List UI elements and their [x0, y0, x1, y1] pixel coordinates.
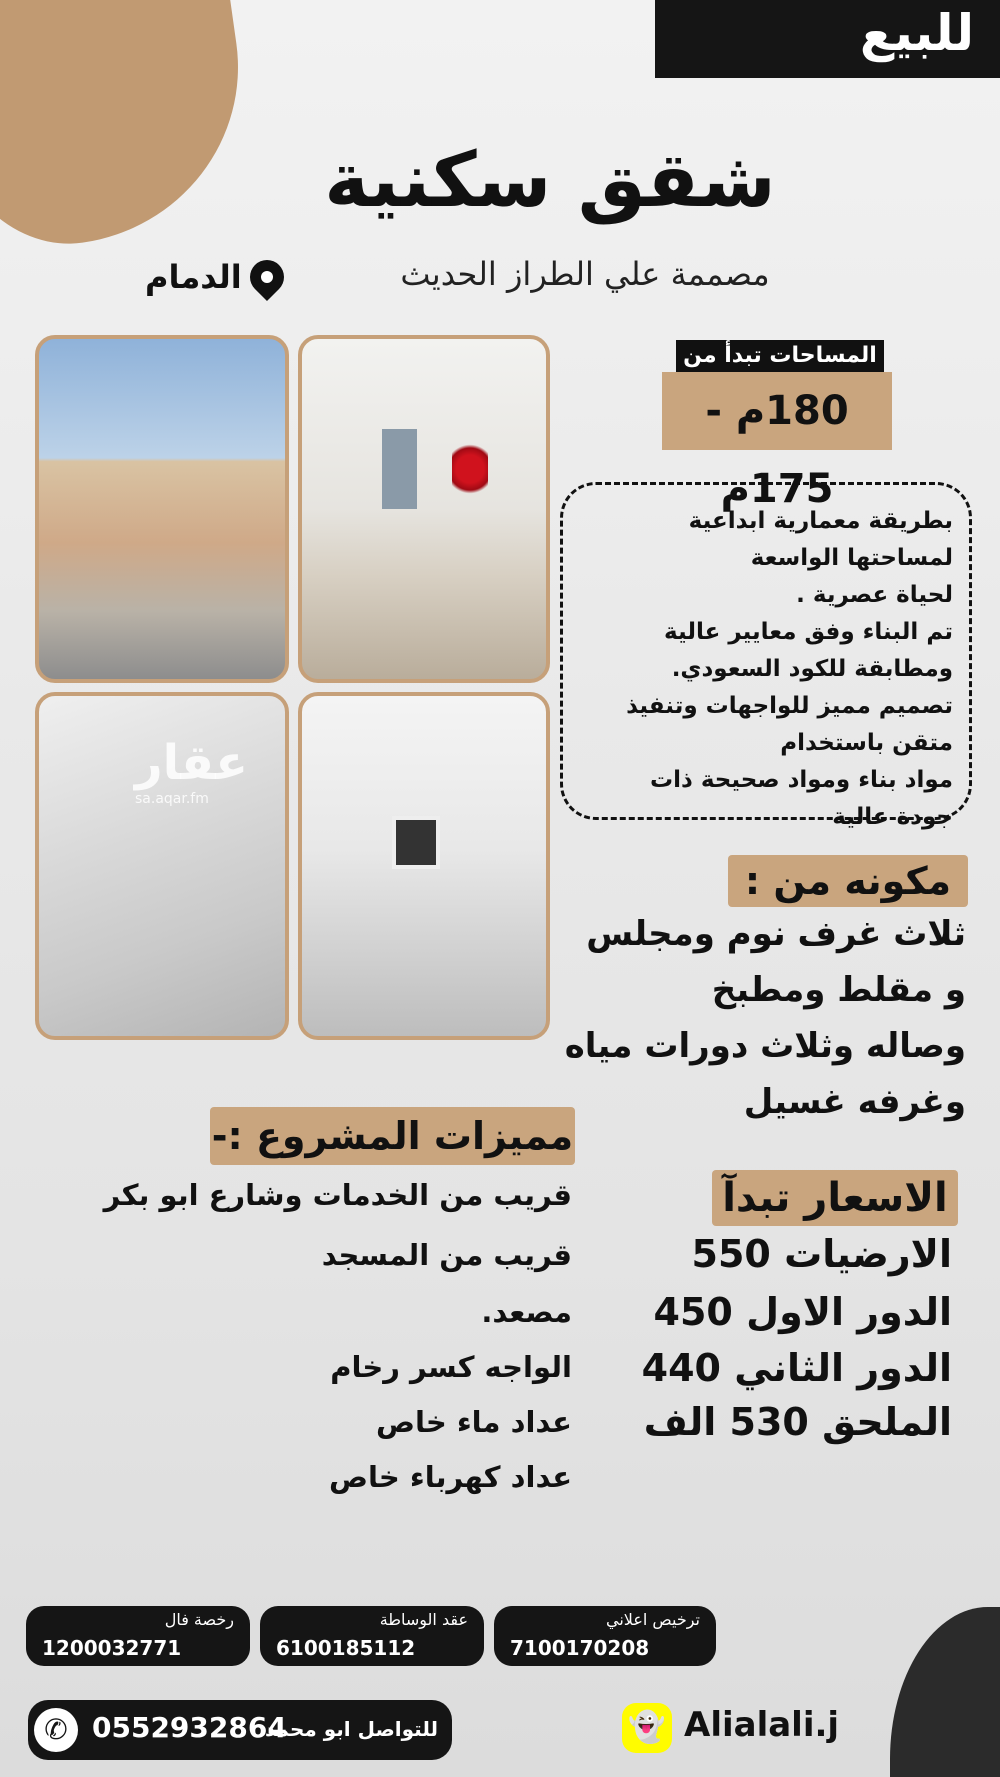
room-window	[392, 816, 440, 869]
components-line: و مقلط ومطبخ	[711, 970, 966, 1010]
price-line: الملحق 530 الف	[643, 1400, 952, 1444]
features-heading: مميزات المشروع :-	[210, 1107, 575, 1165]
page-title: شقق سكنية	[324, 135, 776, 224]
license-number: 7100170208	[510, 1636, 650, 1660]
features-line: الواجه كسر رخام	[330, 1350, 572, 1384]
snapchat-icon: 👻	[622, 1703, 672, 1753]
description-line: ومطابقة للكود السعودي.	[671, 656, 953, 682]
decorative-blob-top-left	[0, 0, 261, 259]
for-sale-banner	[655, 0, 1000, 78]
price-line: الدور الثاني 440	[641, 1346, 952, 1390]
price-line: الدور الاول 450	[653, 1290, 952, 1334]
location-pin-icon	[243, 253, 291, 301]
description-line: جودة عالية	[832, 804, 953, 830]
features-line: قريب من الخدمات وشارع ابو بكر	[103, 1178, 572, 1212]
license-fal	[26, 1606, 250, 1666]
location	[145, 258, 284, 296]
components-heading: مكونه من :	[728, 855, 968, 907]
area-label: المساحات تبدأ من	[676, 340, 884, 372]
description-line: لحياة عصرية .	[796, 582, 953, 608]
components-line: وصاله وثلاث دورات مياه	[564, 1026, 966, 1066]
price-line: الارضيات 550	[691, 1232, 952, 1276]
license-label: ترخيص اعلاني	[605, 1610, 700, 1629]
photo-building-exterior	[35, 335, 289, 683]
decorative-flower	[452, 439, 488, 499]
description-box	[560, 482, 972, 830]
features-line: عداد كهرباء خاص	[328, 1460, 572, 1494]
features-line: قريب من المسجد	[321, 1238, 572, 1272]
description-line: متقن باستخدام	[780, 730, 953, 756]
contact-label: للتواصل ابو محمد	[265, 1717, 438, 1741]
location-label: الدمام	[145, 258, 242, 296]
description-line: بطريقة معمارية ابداعية	[688, 508, 953, 534]
components-line: ثلاث غرف نوم ومجلس	[586, 914, 966, 954]
photo-empty-room	[298, 692, 550, 1040]
features-line: عداد ماء خاص	[375, 1405, 572, 1439]
description-line: مواد بناء ومواد صحيحة ذات	[650, 767, 953, 793]
prices-heading: الاسعار تبدآ	[712, 1170, 958, 1226]
components-line: وغرفه غسيل	[743, 1082, 966, 1122]
license-number: 6100185112	[276, 1636, 416, 1660]
photo-stairwell	[298, 335, 550, 683]
decorative-blob-bottom-right	[890, 1607, 1000, 1777]
watermark-brand: عقار	[135, 735, 248, 791]
features-line: مصعد.	[481, 1295, 572, 1329]
for-sale-label: للبيع	[859, 4, 974, 62]
watermark	[135, 735, 248, 807]
contact-phone[interactable]: 0552932864	[92, 1711, 287, 1744]
license-brokerage	[260, 1606, 484, 1666]
phone-icon: ✆	[34, 1708, 78, 1752]
page-subtitle: مصممة علي الطراز الحديث	[400, 255, 770, 293]
license-label: عقد الوساطة	[379, 1610, 468, 1629]
elevator-door	[382, 429, 417, 509]
description-line: لمساحتها الواسعة	[750, 545, 953, 571]
description-line: تم البناء وفق معايير عالية	[664, 619, 953, 645]
snapchat-handle[interactable]: Alialali.j	[684, 1705, 840, 1745]
license-number: 1200032771	[42, 1636, 182, 1660]
area-value: 180م - 175م	[662, 372, 892, 450]
license-advertising	[494, 1606, 716, 1666]
description-line: تصميم مميز للواجهات وتنفيذ	[626, 693, 953, 719]
contact-bar[interactable]	[28, 1700, 452, 1760]
watermark-site: sa.aqar.fm	[135, 791, 209, 807]
license-label: رخصة فال	[164, 1610, 234, 1629]
